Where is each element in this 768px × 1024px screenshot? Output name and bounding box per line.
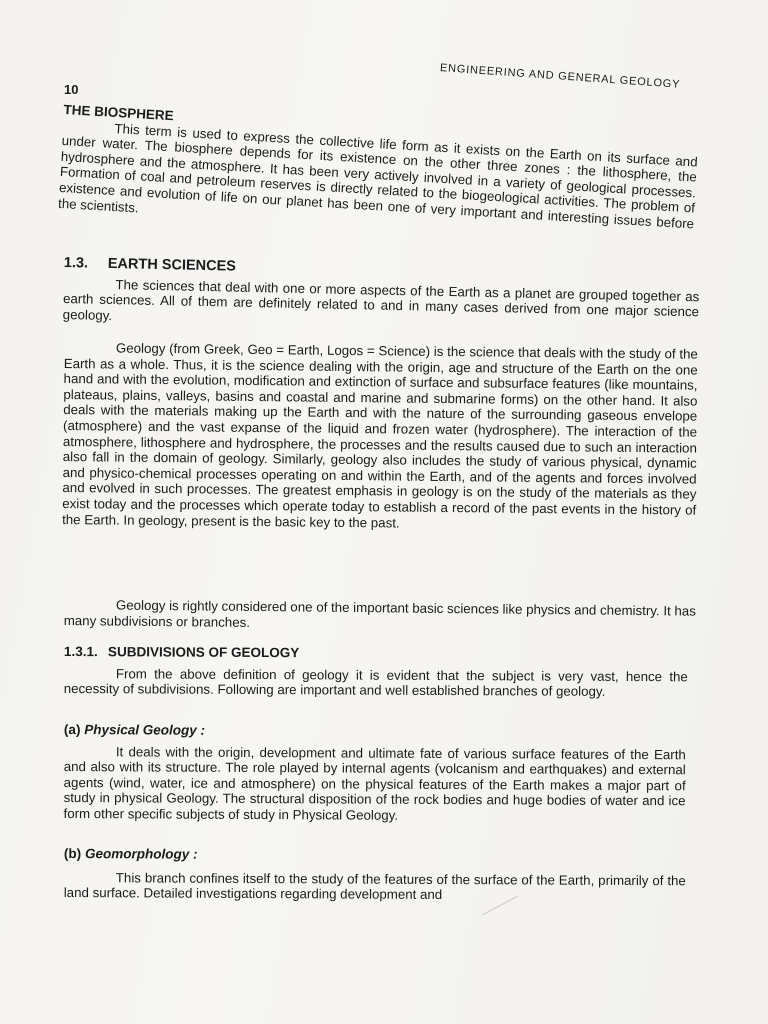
earth-sciences-section: [63, 256, 700, 336]
geology-basic-science: [64, 597, 696, 635]
physical-geology-section: [63, 722, 686, 825]
physical-geology-marker: (a): [63, 722, 81, 738]
physical-geology-paragraph: It deals with the origin, development and ultimate fate of various surface features of the Earth and also with its structure. The role played by internal agents (volcanism and earthquakes) and external agents (wind, water, ice and atmosphere) on the physical features of the Earth makes a major part of study in physical Geology. The structural disposition of the rock bodies and huge bodies of water and ice form other specific subjects of study in Physical Geology.: [63, 743, 686, 823]
subdivisions-section: [64, 644, 688, 700]
geomorphology-marker: (b): [63, 846, 82, 862]
geomorphology-title: Geomorphology :: [84, 846, 198, 862]
earth-sciences-title: EARTH SCIENCES: [107, 255, 237, 275]
subdivisions-heading: [64, 644, 688, 663]
geomorphology-paragraph: This branch confines itself to the study of the features of the surface of the Earth, primarily of the land surface. Detailed investigations regarding development and: [63, 869, 686, 903]
geomorphology-section: [64, 846, 686, 904]
running-title: ENGINEERING AND GENERAL GEOLOGY: [439, 62, 681, 91]
biosphere-paragraph: This term is used to express the collective life form as it exists on the Earth on its surface and under water. The biosphere depends for its existence on the other three zones : the lithosphere, the hydrosphere and the atmosphere. It has been very actively involved in a variety of geological processes. Formation of coal and petroleum reserves is directly related to the biogeological activities. The problem of existence and evolution of life on our planet has been one of very important and interesting issues before the scientists.: [57, 120, 699, 232]
biosphere-section: [58, 102, 699, 248]
subdivisions-title: SUBDIVISIONS OF GEOLOGY: [107, 644, 300, 661]
geology-basic-science-paragraph: Geology is rightly considered one of the important basic sciences like physics and chemistry. It has many subdivisions or branches.: [63, 597, 696, 630]
earth-sciences-number: 1.3.: [63, 255, 89, 272]
geology-definition-paragraph: Geology (from Greek, Geo = Earth, Logos = Science) is the science that deals with the study of the Earth as a whole. Thus, it is the science dealing with the origin, age and structure of the Earth on the one hand and with the evolution, modification and extinction of surface and subsurface features (like mountains, plateaus, plains, valleys, basins and coastal and marine and submarine forms) on the other hand. It also deals with the materials making up the Earth and with the nature of the surrounding gaseous envelope (atmosphere) and the vast expanse of the liquid and frozen water (hydrosphere). The interaction of the atmosphere, lithosphere and hydrosphere, the processes and the results caused due to such an interaction also fall in the domain of geology. Similarly, geology also includes the study of various physical, dynamic and physico-chemical processes operating on and within the Earth, and of the agents and forces involved and evolved in such processes. The greatest emphasis in geology is on the study of the materials as they exist today and the processes which operate today to establish a record of the past events in the history of the Earth. In geology, present is the basic key to the past.: [62, 340, 698, 531]
biosphere-heading: THE BIOSPHERE: [63, 102, 175, 124]
physical-geology-heading: [64, 722, 686, 741]
earth-sciences-paragraph-1: The sciences that deal with one or more aspects of the Earth as a planet are grouped together as earth sciences. All of them are definitely related to and in many cases derived from one major science geology.: [62, 276, 700, 323]
subdivisions-number: 1.3.1.: [63, 644, 98, 660]
page-number: 10: [64, 82, 79, 97]
geology-definition: [62, 340, 698, 534]
geomorphology-heading: [64, 846, 686, 865]
subdivisions-paragraph: From the above definition of geology it is evident that the subject is very vast, hence the necessity of subdivisions. Following are important and well established branches of geology.: [63, 665, 688, 700]
physical-geology-title: Physical Geology :: [84, 722, 206, 738]
